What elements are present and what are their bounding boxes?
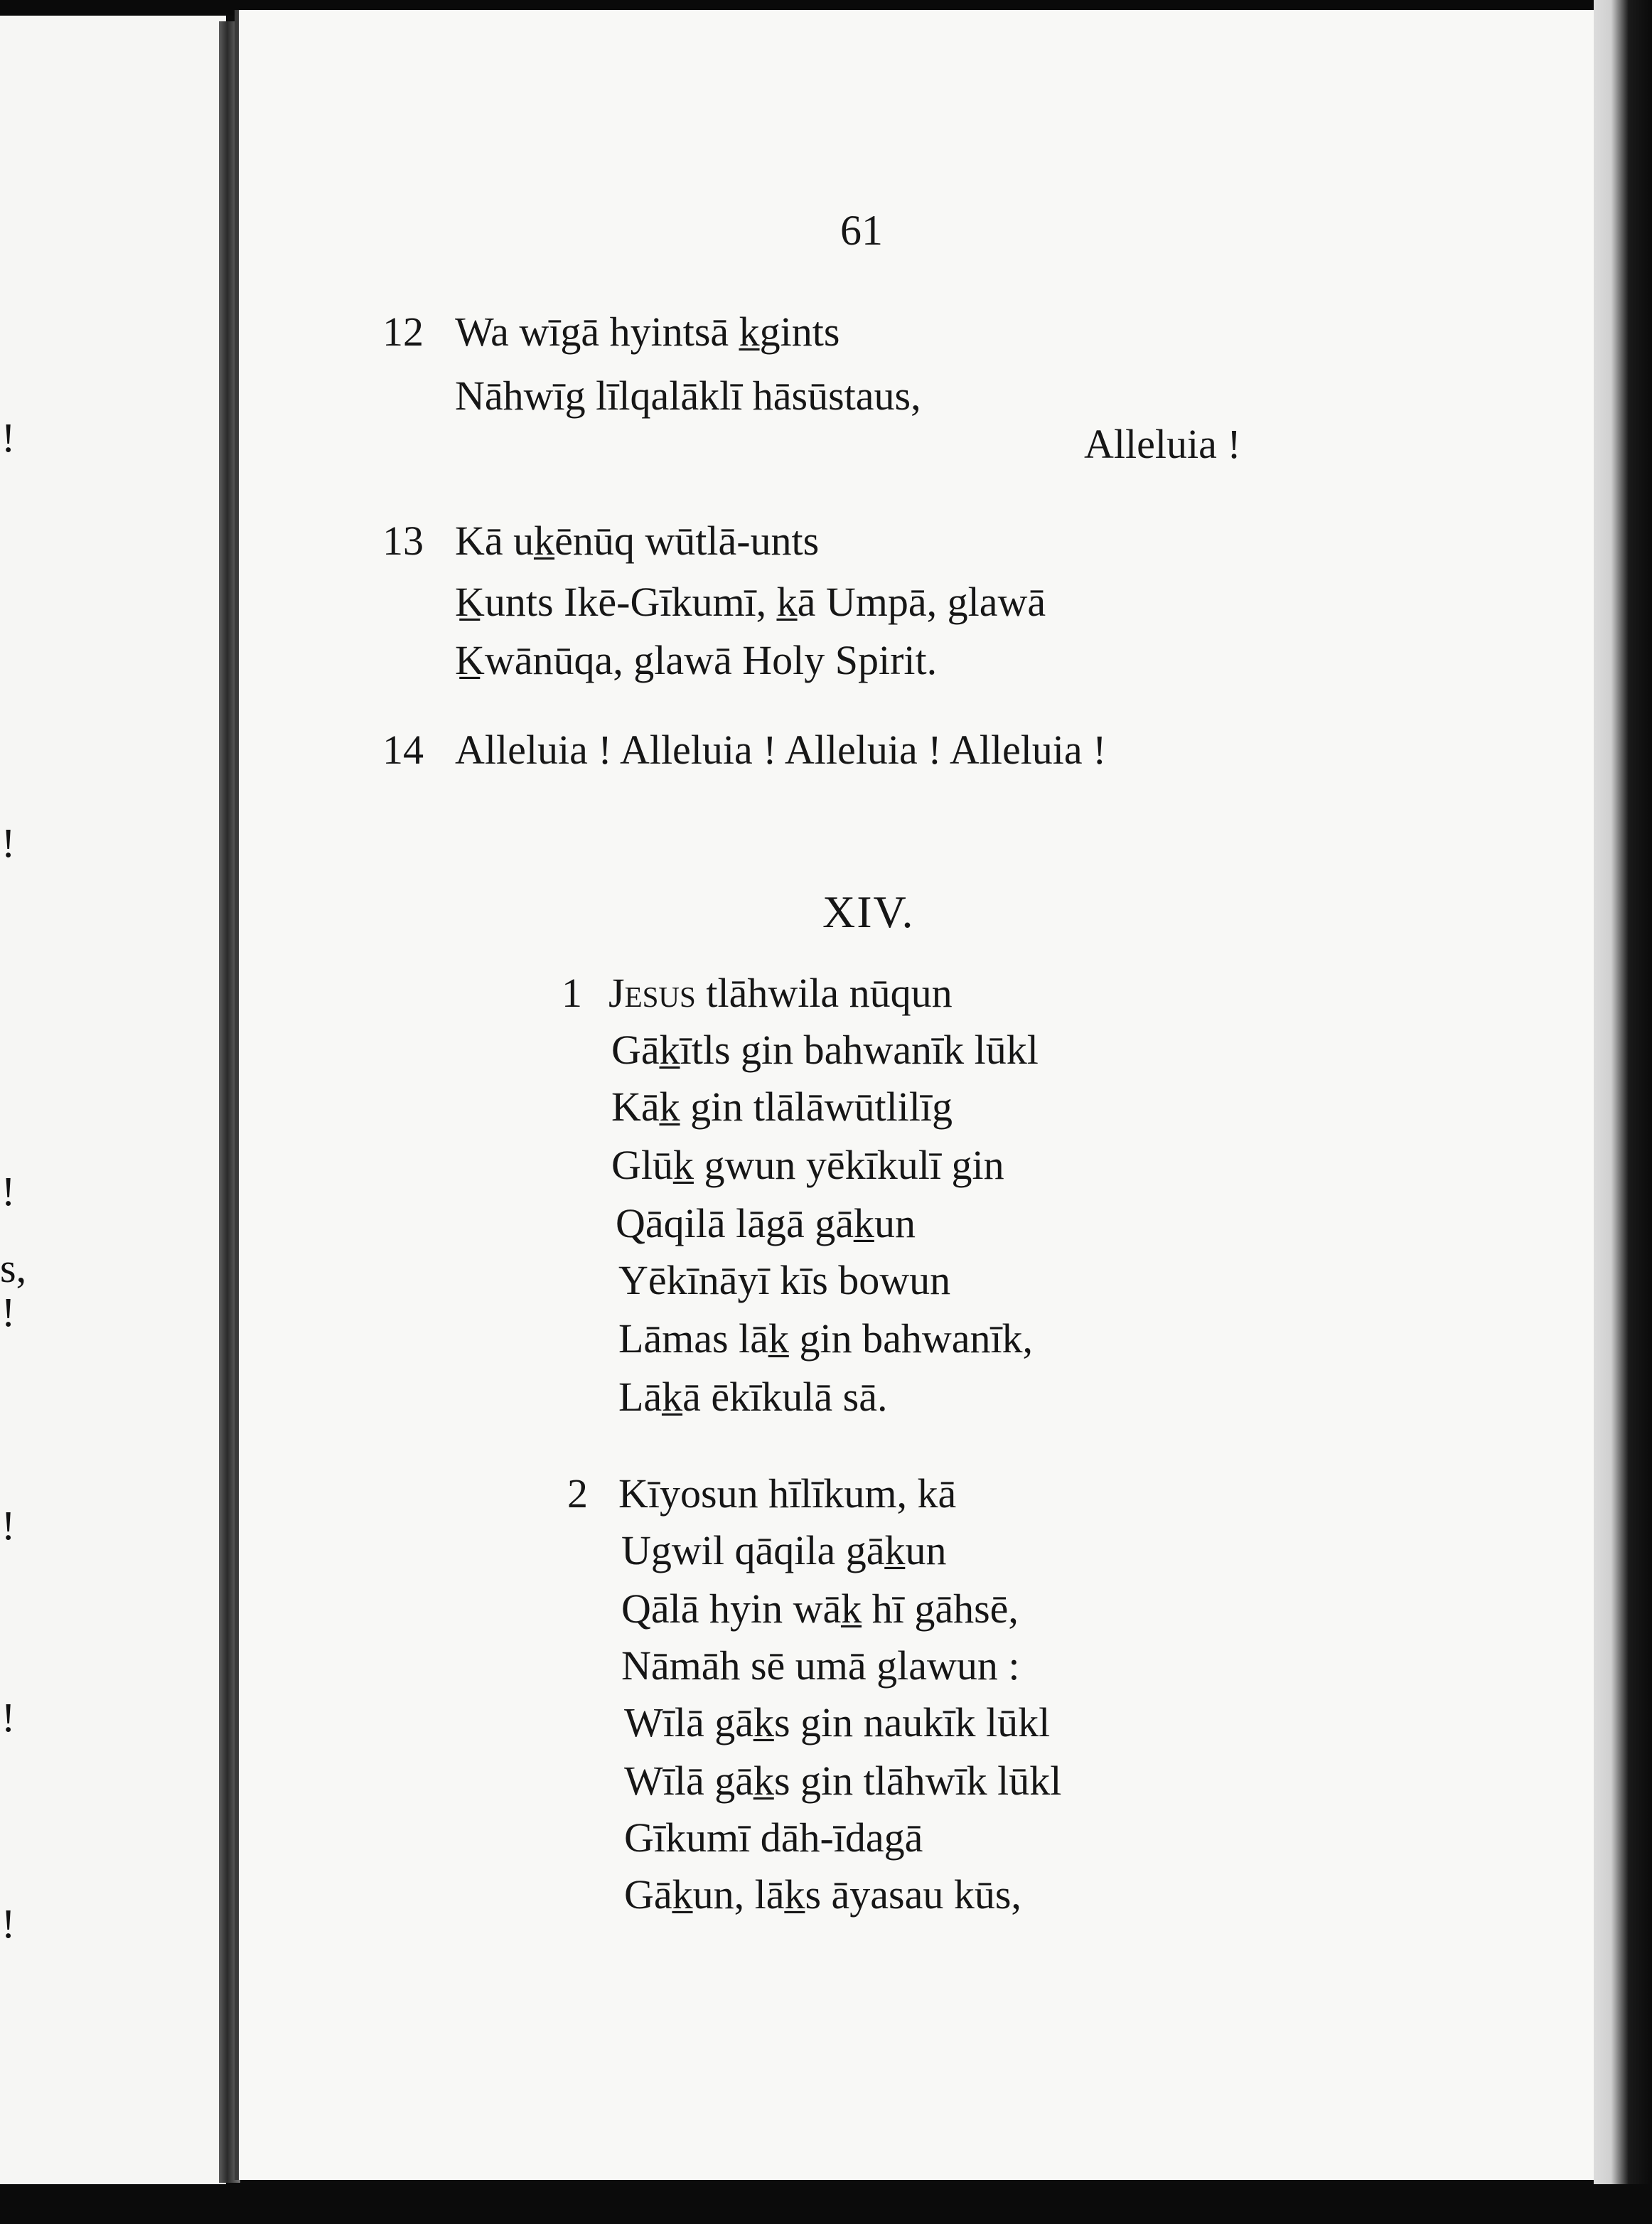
left-mark: s,	[0, 1245, 27, 1291]
verse-first-rest: tlāhwila nūqun	[695, 970, 953, 1016]
left-facing-page	[0, 16, 226, 2184]
scan-border-bottom	[0, 2184, 1652, 2224]
left-mark: !	[1, 1900, 16, 1947]
hymn-section-title: XIV.	[822, 887, 915, 937]
verse-line: Ugwil qāqila gāk̲un	[621, 1527, 947, 1573]
verse-number: 12	[382, 309, 424, 355]
verse-line: Yēkīnāyī kīs bowun	[618, 1257, 951, 1303]
left-mark: !	[1, 1694, 16, 1741]
verse-number: 1	[562, 970, 582, 1016]
verse-line: Gīkumī dāh-īdagā	[624, 1814, 923, 1861]
page-number: 61	[840, 207, 883, 254]
verse-first-word: Jesus	[608, 970, 696, 1016]
verse-line: Lāmas lāk̲ gin bahwanīk,	[618, 1315, 1034, 1362]
verse-line: K̲wānūqa, glawā Holy Spirit.	[455, 637, 938, 683]
verse-line: Qāqilā lāgā gāk̲un	[616, 1200, 916, 1246]
scan-border-right	[1594, 0, 1652, 2224]
verse-refrain: Alleluia !	[1084, 421, 1241, 467]
verse-line: Wīlā gāk̲s gin naukīk lūkl	[624, 1699, 1051, 1745]
left-mark: !	[1, 820, 16, 866]
verse-line: Gāk̲un, lāk̲s āyasau kūs,	[624, 1871, 1021, 1918]
verse-line: Wa wīgā hyintsā k̲gints	[455, 309, 840, 355]
verse-number: 2	[567, 1470, 588, 1517]
verse-line: Alleluia ! Alleluia ! Alleluia ! Alleluia !	[455, 727, 1107, 773]
verse-line: Kīyosun hīlīkum, kā	[618, 1470, 957, 1517]
verse-line	[608, 970, 953, 1016]
verse-line: K̲unts Ikē-Gīkumī, k̲ā Umpā, glawā	[455, 579, 1046, 625]
left-mark: !	[1, 415, 16, 461]
verse-line: Nāmāh sē umā glawun :	[621, 1642, 1020, 1689]
left-mark: !	[1, 1168, 16, 1214]
verse-line: Kā uk̲ēnūq wūtlā-unts	[455, 518, 820, 564]
verse-line: Gāk̲ītls gin bahwanīk lūkl	[611, 1027, 1039, 1073]
verse-line: Nāhwīg līlqalāklī hāsūstaus,	[455, 373, 921, 419]
left-mark: !	[1, 1502, 16, 1549]
verse-line: Kāk̲ gin tlālāwūtlilīg	[611, 1084, 953, 1130]
verse-line: Glūk̲ gwun yēkīkulī gin	[611, 1142, 1004, 1188]
verse-number: 14	[382, 727, 424, 773]
verse-number: 13	[382, 518, 424, 564]
verse-line: Lāk̲ā ēkīkulā sā.	[618, 1374, 888, 1420]
left-mark: !	[1, 1289, 16, 1335]
verse-line: Wīlā gāk̲s gin tlāhwīk lūkl	[624, 1758, 1062, 1804]
verse-line: Qālā hyin wāk̲ hī gāhsē,	[621, 1586, 1019, 1632]
